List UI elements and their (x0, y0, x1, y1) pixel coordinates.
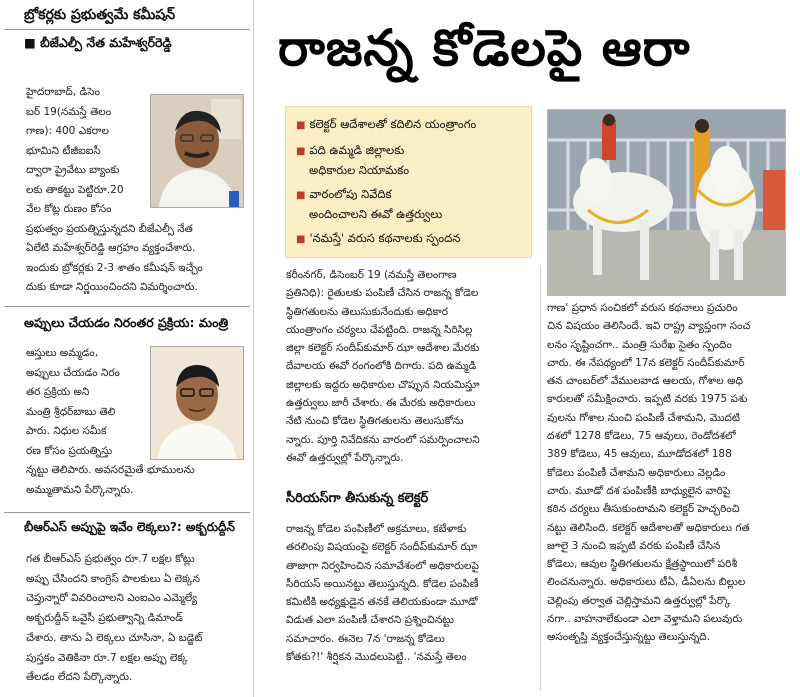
square-bullet-icon: ■ (296, 190, 306, 201)
text-line: వులను గోశాల నుంచి పంపిణీ చేశామని, మొదటి (547, 411, 740, 424)
text-line: చెప్తున్నారో వివరించాలని ఎంఐఎం ఎమ్మెల్యే (26, 592, 198, 605)
text-line: న్నారు. పూర్తి నివేదికను వారంలో సమర్పించాలని (286, 433, 480, 446)
sidebar-headline-3: బీఆర్‌ఎస్ అప్పుపై ఇవేం లెక్కలు?: అక్బరుద్దీన్ (24, 520, 235, 534)
highlight-text: వారంలోపు నివేదిక (309, 187, 392, 201)
text-line: చిన విషయం తెలిసిందే. ఇవి రాష్ట్ర వ్యాప్తంగా సంచ (547, 320, 751, 333)
text-line: మంత్రి శ్రీధర్‌బాబు తెలి (26, 405, 116, 418)
text-line: సీరియస్ అయినట్టు తెలుస్తున్నది. కోడెల పంపిణీ (286, 577, 479, 590)
text-line: తాజాగా నిర్వహించిన సమావేశంలో అధికారులపై (286, 559, 479, 572)
text-line: భూమిని టీజీఐఐసీ (26, 144, 101, 157)
text-line: సమాచారం. ఈనెల 7న 'రాజన్న కోడెలు (286, 632, 445, 645)
text-line: బర్ 19(నమస్తే తెలం (26, 105, 112, 118)
square-bullet-icon: ■ (24, 35, 41, 50)
politician-photo-1 (150, 94, 244, 208)
sidebar-headline-1: బ్రోకర్లకు ప్రభుత్వమే కమీషన్ (24, 7, 176, 23)
text-line: ప్రతినిధి): రైతులకు పంపిణీ చేసిన రాజన్న కోడెల (286, 287, 479, 300)
cattle-photo (547, 109, 786, 296)
text-line: కారులతో సమీక్షించారు. ఇప్పటి వరకు 1975 పశు (547, 393, 748, 406)
text-line: గాణ' ప్రధాన సంచికలో వరుస కథనాలు ప్రచురిం (547, 302, 738, 314)
article-column-1 (286, 266, 533, 467)
text-line: ఇందుకు బ్రోకర్లకు 2-3 శాతం కమీషన్ ఇచ్చేం (26, 261, 203, 274)
text-line: లించనున్నారు. అధికారులు టీఏ, డీఏలను బిల్లుల (547, 576, 746, 589)
text-line: అక్బరుద్దీన్ ఒవైసీ ప్రభుత్వాన్ని డిమాండ్ (26, 612, 183, 625)
text-line: 389 కోడెలు, 45 ఆవులు, మూడోదశలో 188 (547, 448, 732, 461)
square-bullet-icon: ■ (296, 146, 306, 157)
highlights-list (296, 115, 528, 249)
text-line: యంత్రాంగం చర్యలు చేపట్టింది. రాజన్న సిరిసిల్ల (286, 323, 473, 336)
text-line: కోడెలు పంపిణీ చేశామని అధికారులు వెల్లడిం (547, 466, 726, 479)
text-line: హైదరాబాద్, డిసెం (26, 86, 100, 98)
cattle-photo-icon (548, 110, 785, 295)
text-line: అప్పు చేసిందని కాంగ్రెస్ పాలకులు ఏ లెక్కన (26, 572, 201, 585)
sidebar-text-3 (26, 550, 248, 688)
text-line: దేవాలయ ఈవో రంగంలోకి దిగారు. పది ఉమ్మడి (286, 360, 477, 373)
text-line: పుస్తకం వెతికినా రూ.7 లక్షల అప్పు లెక్క (26, 651, 188, 664)
article-subheading: సీరియస్‌గా తీసుకున్న కలెక్టర్ (286, 491, 429, 506)
sidebar-subhead-1 (24, 35, 250, 51)
text-line: ద్వారా ప్రైవేటు బ్యాంకు (26, 164, 120, 176)
sidebar-column (0, 0, 254, 697)
highlight-text: అధికారుల నియామకం (309, 163, 410, 177)
text-line: అప్పులు చేయడం నిరం (26, 366, 120, 379)
text-line: అసంతృప్తి వ్యక్తంచేస్తున్నట్టు తెలుస్తున్నది. (547, 631, 711, 644)
text-line: ప్రభుత్వం ప్రయత్నిస్తున్నదని బీజేఎల్పీ నేత (26, 222, 193, 235)
text-line: కఠిన చర్యలు తీసుకుంటామని కలెక్టర్ హెచ్చరించి (547, 503, 740, 516)
highlight-item (296, 229, 528, 249)
sidebar-headline-2: అప్పులు చేయడం నిరంతర ప్రక్రియ: మంత్రి (24, 315, 229, 330)
sidebar-text-full-1 (26, 200, 248, 298)
text-line: తన చాంబర్‌లో వేములవాడ ఆలయ, గోశాల అధి (547, 375, 743, 388)
text-line: జిల్లాలకు ఇద్దరు అధికారుల చొప్పున నియమిస్తూ (286, 378, 480, 391)
highlight-text: పది ఉమ్మడి జిల్లాలకు (309, 143, 405, 157)
text-line: తేలడం లేదని పేర్కొన్నారు. (26, 671, 133, 684)
highlight-item-continued (296, 161, 528, 179)
sidebar-text-full-2 (26, 461, 248, 500)
person-portrait-icon (151, 347, 243, 459)
text-line: గాణ): 400 ఎకరాల (26, 125, 109, 137)
text-line: లకు తాకట్టు పెట్టిరూ.20 (26, 183, 124, 196)
text-line: విడుత ఎలా పంపిణీ చేశారని ప్రశ్నించినట్టు (286, 614, 454, 627)
text-line: నగా.. వాహనాలేకుండా ఎలా వెళ్తామని పలువురు (547, 613, 743, 626)
text-line: రాజన్న కోడెల పంపిణీలో అక్రమాలు, కబేళాకు (286, 523, 467, 535)
text-line: చారు. మూడో దశ పంపిణీకి బాధ్యులైన వారిపై (547, 484, 731, 497)
text-line: కరీంనగర్, డిసెంబర్ 19 (నమస్తే తెలంగాణ (286, 269, 457, 281)
highlight-text: కలెక్టర్ ఆదేశాలతో కదిలిన యంత్రాంగం (309, 117, 477, 131)
sidebar-text-beside-photo-2 (26, 344, 142, 461)
text-line: నేటి నుంచి కోడెల స్థితిగతులను తెలుసుకోను (286, 415, 464, 428)
text-line: లనం సృష్టించగా.. మంత్రి సురేఖ సైతం స్పందిం (547, 338, 732, 351)
text-line: ఉత్తర్వులు జారీ చేశారు. ఈ మేరకు అధికారులు (286, 397, 476, 410)
text-line: చేశారు. తాను ఏ లెక్కలు చూసినా, ఏ బడ్జెట్ (26, 631, 203, 644)
column-divider (540, 266, 541, 691)
text-line: స్థితిగతులను తెలుసుకునేందుకు అధికార (286, 305, 448, 318)
divider (4, 512, 250, 513)
highlights-box (285, 106, 532, 258)
square-bullet-icon: ■ (296, 120, 306, 131)
text-line: తర ప్రక్రియ అని (26, 386, 90, 398)
text-line: రణ కోసం ప్రయత్నిస్తు (26, 444, 113, 457)
text-line: ఏలేటి మహేశ్వర్‌రెడ్డి ఆగ్రహం వ్యక్తంచేశారు. (26, 242, 196, 254)
highlight-item (296, 141, 528, 161)
text-line: జూలై 3 నుంచి ఇప్పటి వరకు పంపిణీ చేసిన (547, 539, 721, 552)
text-line: గత బీఆర్‌ఎస్ ప్రభుత్వం రూ.7 లక్షల కోట్లు (26, 553, 195, 565)
article-column-1-continued (286, 520, 533, 666)
main-headline: రాజన్న కోడెలపై ఆరా (278, 19, 691, 77)
highlight-item-continued (296, 205, 528, 223)
divider (4, 29, 250, 30)
text-line: న్నట్టు తెలిపారు. అవసరమైతే భూములను (26, 464, 195, 476)
article-column-2 (547, 299, 787, 647)
text-line: తరలింపు విషయంపై కలెక్టర్ సందీప్‌కుమార్ ఝా (286, 541, 478, 554)
text-line: జిల్లా కలెక్టర్ సందీప్‌కుమార్ ఝా ఆదేశాల మేరకు (286, 342, 480, 355)
text-line: వేల కోట్ల రుణం కోసం (26, 203, 112, 215)
text-line: కోడెలు, ఆవుల స్థితిగతులను క్షేత్రస్థాయిలో పరిశీ (547, 558, 738, 571)
sidebar-text-beside-photo-1 (26, 83, 142, 200)
highlight-text: 'నమస్తే' వరుస కథనాలకు స్పందన (309, 231, 461, 245)
subhead-text: బీజేఎల్పీ నేత మహేశ్వర్‌రెడ్డి (40, 35, 172, 50)
text-line: కమిటీకి అధ్యక్షుడైన తనకే తెలియకుండా మూడో (286, 596, 478, 609)
text-line: ఆస్తులు అమ్మడం, (26, 347, 99, 359)
text-line: పారు. నిధుల సమీక (26, 425, 107, 437)
text-line: ఈవో ఉత్తర్వుల్లో పేర్కొన్నారు. (286, 451, 404, 464)
text-line: చారు. ఈ నేపథ్యంలో 17న కలెక్టర్ సందీప్‌కుమార్ (547, 356, 745, 369)
text-line: దుకు కూడా నిర్ణయించిందని విమర్శించారు. (26, 281, 198, 293)
person-portrait-icon (151, 95, 243, 207)
text-line: అమ్ముతామని పేర్కొన్నారు. (26, 483, 134, 496)
text-line: దశలో 1278 కోడెలు, 75 ఆవులు, రెండోదశలో (547, 430, 736, 443)
text-line: నట్టు తెలిసింది. కలెక్టర్ ఆదేశాలతో అధికారులు గత (547, 521, 750, 534)
highlight-item (296, 185, 528, 205)
divider (4, 306, 250, 307)
politician-photo-2 (150, 346, 244, 460)
text-line: చెల్లింపు తర్వాత చెల్లిస్తామని ఉత్తర్వుల్లో పేర్కొ (547, 594, 731, 607)
square-bullet-icon: ■ (296, 234, 306, 245)
highlight-item (296, 115, 528, 135)
highlight-text: అందించాలని ఈవో ఉత్తర్వులు (309, 207, 443, 221)
text-line: కోతకు?!' శీర్షికన మొదలుపెట్టి.. 'నమస్తే తెలం (286, 651, 467, 664)
